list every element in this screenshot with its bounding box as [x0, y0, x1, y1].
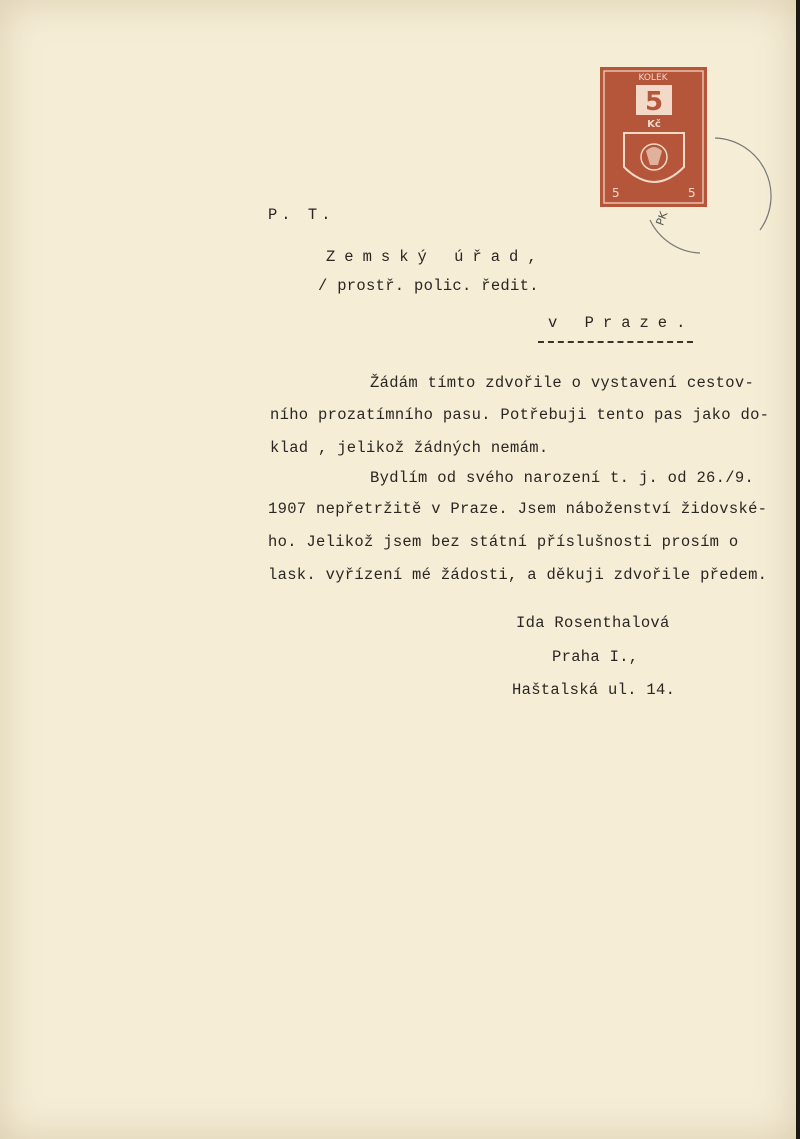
body-line: ního prozatímního pasu. Potřebuji tento pas jako do- — [270, 406, 770, 424]
stamp-top-text: KOLEK — [638, 73, 668, 83]
recipient-line1: Zemský úřad, — [326, 248, 546, 266]
page-edge — [796, 0, 800, 1139]
body-line: klad , jelikož žádných nemám. — [270, 439, 549, 457]
recipient-line3: v Praze. — [548, 314, 695, 332]
recipient-line2: / prostř. polic. ředit. — [318, 277, 539, 295]
postmark-circle — [630, 120, 780, 270]
body-line: lask. vyřízení mé žádosti, a děkuji zdvořile předem. — [268, 566, 768, 584]
stamp-corner-left: 5 — [612, 186, 620, 200]
stamp-corner-right: 5 — [688, 186, 696, 200]
salutation: P. T. — [268, 206, 335, 224]
body-line: ho. Jelikož jsem bez státní příslušnosti prosím o — [268, 533, 739, 551]
stamp-currency: Kč — [647, 119, 661, 130]
underline-rule — [538, 341, 693, 343]
address-line1: Praha I., — [552, 648, 639, 666]
signature-name: Ida Rosenthalová — [516, 614, 670, 632]
postmark-text: PK — [653, 209, 671, 228]
body-line: Žádám tímto zdvořile o vystavení cestov- — [370, 374, 755, 392]
body-line: 1907 nepřetržitě v Praze. Jsem náboženství židovské- — [268, 500, 768, 518]
stamp-value: 5 — [644, 87, 664, 117]
address-line2: Haštalská ul. 14. — [512, 681, 676, 699]
body-line: Bydlím od svého narození t. j. od 26./9. — [370, 469, 755, 487]
